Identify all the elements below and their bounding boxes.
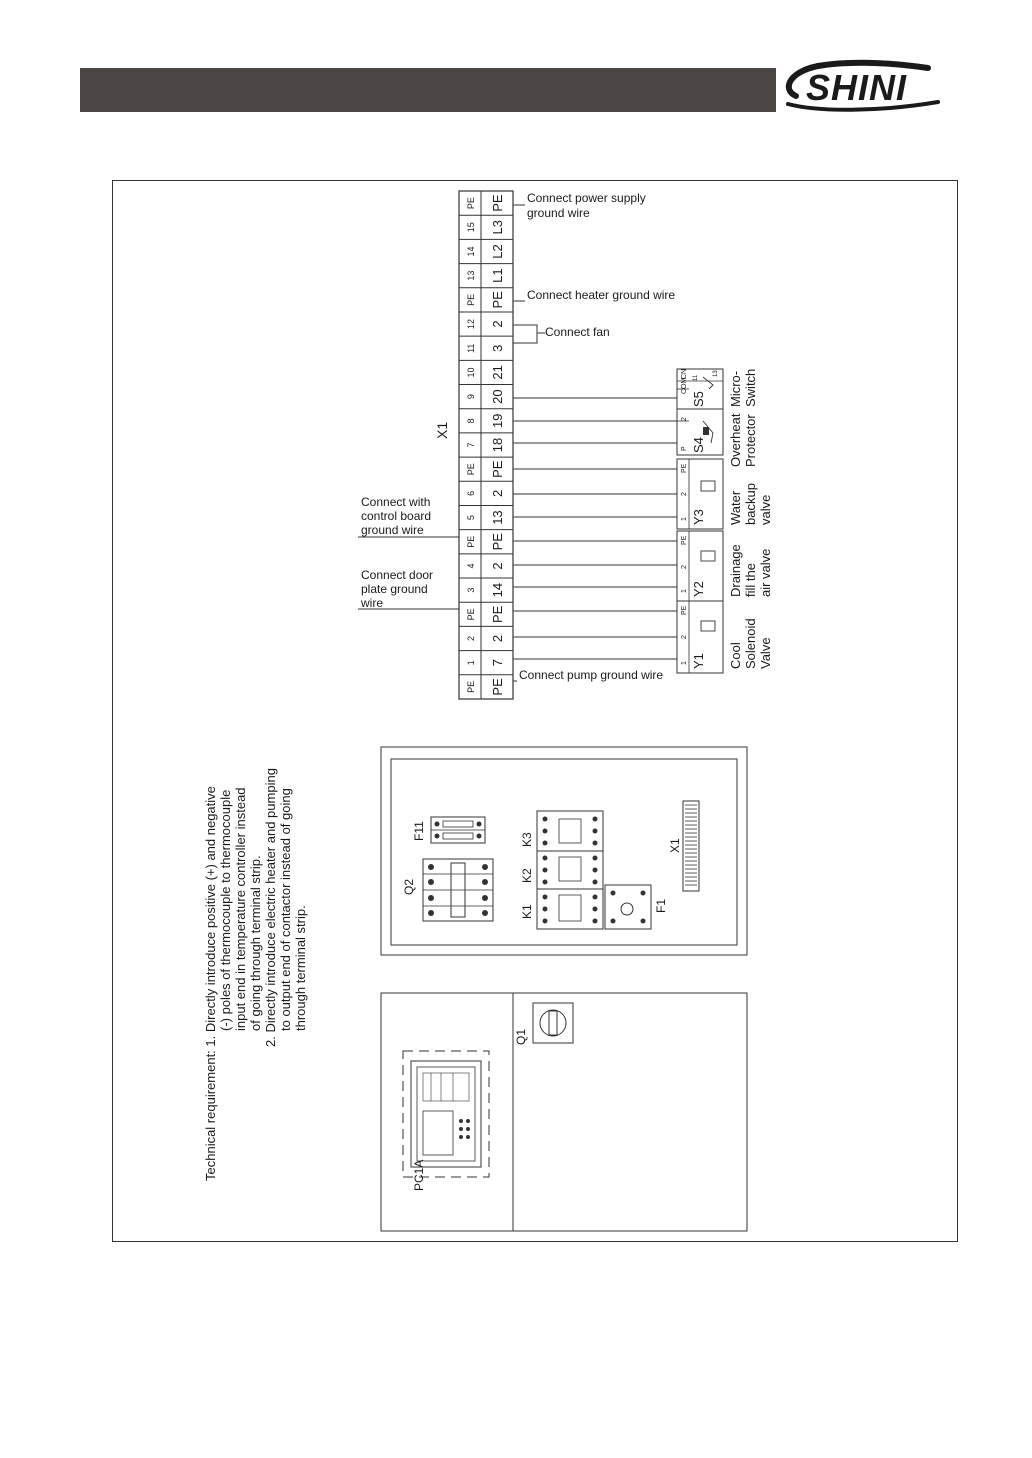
terminal-top-label: 7 bbox=[466, 442, 476, 448]
k1-label: K1 bbox=[520, 904, 534, 919]
terminal-top-label: 3 bbox=[466, 587, 476, 593]
terminal-top-label: 15 bbox=[466, 222, 476, 233]
fan-label: Connect fan bbox=[545, 325, 610, 339]
note-line-6: to output end of contactor instead of going bbox=[278, 788, 293, 1031]
f1-label: F1 bbox=[654, 898, 668, 913]
y2-coil-symbol bbox=[701, 551, 715, 561]
terminal-strip-x1 bbox=[459, 191, 513, 699]
y2-name-line1: Drainage bbox=[728, 544, 743, 597]
terminal-bottom-label: 13 bbox=[490, 510, 505, 525]
s5-tag: S5 bbox=[691, 391, 706, 407]
terminal-bottom-label: 3 bbox=[490, 344, 505, 352]
terminal-bottom-label: L2 bbox=[490, 244, 505, 259]
breaker-q2 bbox=[402, 859, 493, 921]
s5-contact-11: 11 bbox=[693, 374, 699, 381]
terminal-top-label: 8 bbox=[466, 418, 476, 424]
door-panel bbox=[381, 993, 747, 1231]
y1-name-line2: Solenoid bbox=[743, 618, 758, 669]
y3-pin-2: 2 bbox=[681, 492, 688, 496]
y1-name-line1: Cool bbox=[728, 642, 743, 669]
control-board-label-line2: control board bbox=[361, 509, 432, 523]
terminal-bottom-label: 18 bbox=[490, 437, 505, 453]
drainage-air-valve-y2 bbox=[677, 531, 773, 601]
s5-name-line2: Switch bbox=[743, 368, 758, 407]
y3-name-line2: backup bbox=[743, 483, 758, 525]
k3-label: K3 bbox=[520, 832, 534, 847]
terminal-top-label: 11 bbox=[466, 343, 476, 353]
terminal-bottom-label: PE bbox=[490, 605, 505, 624]
q2-label: Q2 bbox=[402, 878, 416, 895]
door-plate-label-line3: wire bbox=[361, 596, 384, 610]
terminal-bottom-label: 14 bbox=[490, 582, 505, 598]
y1-pin-1: 1 bbox=[681, 661, 688, 665]
terminal-block-x1-panel bbox=[668, 801, 699, 891]
controller-display bbox=[423, 1111, 453, 1155]
y2-pin-1: 1 bbox=[681, 589, 688, 593]
terminal-top-label: 4 bbox=[466, 563, 476, 569]
terminal-bottom-label: L3 bbox=[490, 220, 505, 235]
contactor-k1 bbox=[520, 889, 603, 929]
contactor-k2 bbox=[520, 851, 603, 889]
y2-name-line2: fill the bbox=[743, 563, 758, 597]
terminal-bottom-label: PE bbox=[490, 678, 505, 696]
terminal-bottom-label: 21 bbox=[490, 365, 505, 380]
note-line-1: Technical requirement: 1. Directly introduce positive (+) and negative bbox=[203, 786, 218, 1181]
terminal-top-label: 12 bbox=[466, 319, 476, 330]
terminal-bottom-label: 20 bbox=[490, 389, 505, 404]
s5-pin-com: COM bbox=[681, 377, 688, 394]
terminal-bottom-label: PE bbox=[490, 533, 505, 551]
y3-name-line3: valve bbox=[758, 494, 773, 525]
x1-panel-label: X1 bbox=[668, 838, 682, 853]
y3-coil-symbol bbox=[701, 481, 715, 491]
cool-solenoid-valve-y1 bbox=[677, 601, 773, 673]
water-backup-valve-y3 bbox=[677, 459, 773, 529]
shini-logo bbox=[778, 56, 968, 118]
terminal-bottom-label: PE bbox=[490, 194, 505, 212]
logo-text: SHINI bbox=[806, 67, 908, 108]
y3-name-line1: Water bbox=[728, 490, 743, 525]
door-plate-label-line2: plate ground bbox=[361, 582, 428, 596]
q1-label: Q1 bbox=[514, 1028, 528, 1045]
power-ground-label-line2: ground wire bbox=[527, 206, 590, 220]
terminal-top-label: 1 bbox=[466, 660, 476, 666]
terminal-top-label: 14 bbox=[466, 246, 476, 257]
control-board-label-line1: Connect with bbox=[361, 495, 431, 509]
s4-pin-p: P bbox=[681, 446, 688, 451]
terminal-bottom-label: 2 bbox=[490, 320, 505, 328]
overload-relay-f1 bbox=[605, 885, 668, 929]
note-line-2: (-) poles of thermocouple to thermocouple bbox=[218, 789, 233, 1031]
pump-ground-label: Connect pump ground wire bbox=[519, 668, 664, 682]
heater-ground-label: Connect heater ground wire bbox=[527, 288, 676, 302]
s4-thermal-element bbox=[703, 427, 709, 435]
terminal-bottom-label: 2 bbox=[490, 634, 505, 643]
y3-tag: Y3 bbox=[691, 509, 706, 525]
terminal-bottom-label: L1 bbox=[490, 268, 505, 283]
terminal-top-label: PE bbox=[466, 608, 476, 621]
f11-label: F11 bbox=[412, 821, 426, 841]
wiring-diagram-frame bbox=[112, 180, 958, 1242]
terminal-top-label: 13 bbox=[466, 270, 476, 281]
note-line-4: of going through terminal strip. bbox=[248, 855, 263, 1031]
s5-contact-13: 13 bbox=[713, 370, 719, 377]
component-wires bbox=[513, 398, 677, 659]
main-switch-q1 bbox=[514, 1003, 573, 1045]
terminal-top-label: 6 bbox=[466, 490, 476, 496]
terminal-top-label: PE bbox=[466, 680, 476, 693]
terminal-top-label: PE bbox=[466, 293, 476, 306]
y1-name-line3: Valve bbox=[758, 637, 773, 669]
pc1a-label: PC1A bbox=[412, 1159, 426, 1191]
door-plate-label-line1: Connect door bbox=[361, 568, 434, 582]
terminal-bottom-label: 19 bbox=[490, 413, 505, 429]
y1-coil-symbol bbox=[701, 621, 715, 631]
terminal-bottom-label: PE bbox=[490, 291, 505, 309]
wiring-diagram bbox=[113, 181, 959, 1243]
note-line-7: through terminal strip. bbox=[293, 905, 308, 1031]
control-board-label-line3: ground wire bbox=[361, 523, 424, 537]
electrical-panel bbox=[381, 747, 747, 955]
y2-tag: Y2 bbox=[691, 581, 706, 597]
y1-pin-2: 2 bbox=[681, 635, 688, 639]
terminal-top-label: PE bbox=[466, 197, 476, 210]
s4-name-line1: Overheat bbox=[728, 413, 743, 467]
y1-pin-pe: PE bbox=[681, 605, 688, 615]
micro-switch-s5 bbox=[677, 369, 758, 409]
terminal-bottom-label: 2 bbox=[490, 489, 505, 497]
terminal-top-label: 2 bbox=[466, 636, 476, 642]
fuse-holder-f11 bbox=[412, 817, 485, 843]
s5-name-line1: Micro- bbox=[728, 370, 743, 407]
terminal-top-label: PE bbox=[466, 463, 476, 476]
note-line-3: input end in temperature controller instead bbox=[233, 787, 248, 1031]
s5-pin-cn: CN bbox=[681, 368, 688, 379]
contactor-k3 bbox=[520, 811, 603, 851]
s4-name-line2: Protector bbox=[743, 414, 758, 467]
terminal-top-label: 10 bbox=[466, 367, 476, 378]
y2-name-line3: air valve bbox=[758, 548, 773, 597]
header-bar bbox=[80, 68, 776, 112]
s4-tag: S4 bbox=[691, 437, 706, 453]
terminal-bottom-label: PE bbox=[490, 460, 505, 478]
power-ground-label-line1: Connect power supply bbox=[527, 191, 646, 205]
y3-pin-1: 1 bbox=[681, 517, 688, 521]
terminal-top-label: PE bbox=[466, 535, 476, 548]
y3-pin-pe: PE bbox=[681, 463, 688, 473]
terminal-bottom-label: 7 bbox=[490, 659, 505, 667]
k2-label: K2 bbox=[520, 868, 534, 883]
technical-requirement-notes bbox=[203, 768, 308, 1181]
y2-pin-2: 2 bbox=[681, 565, 688, 569]
note-line-5: 2. Directly introduce electric heater and pumping bbox=[263, 768, 278, 1047]
terminal-top-label: 9 bbox=[466, 394, 476, 400]
overheat-protector-s4 bbox=[677, 409, 758, 467]
y2-pin-pe: PE bbox=[681, 535, 688, 545]
s4-pin-2: 2 bbox=[681, 417, 688, 421]
y1-tag: Y1 bbox=[691, 653, 706, 669]
terminal-strip-label: X1 bbox=[434, 421, 450, 439]
temperature-controller-pc1a bbox=[403, 1051, 489, 1191]
terminal-top-label: 5 bbox=[466, 515, 476, 521]
terminal-bottom-label: 2 bbox=[490, 562, 505, 570]
